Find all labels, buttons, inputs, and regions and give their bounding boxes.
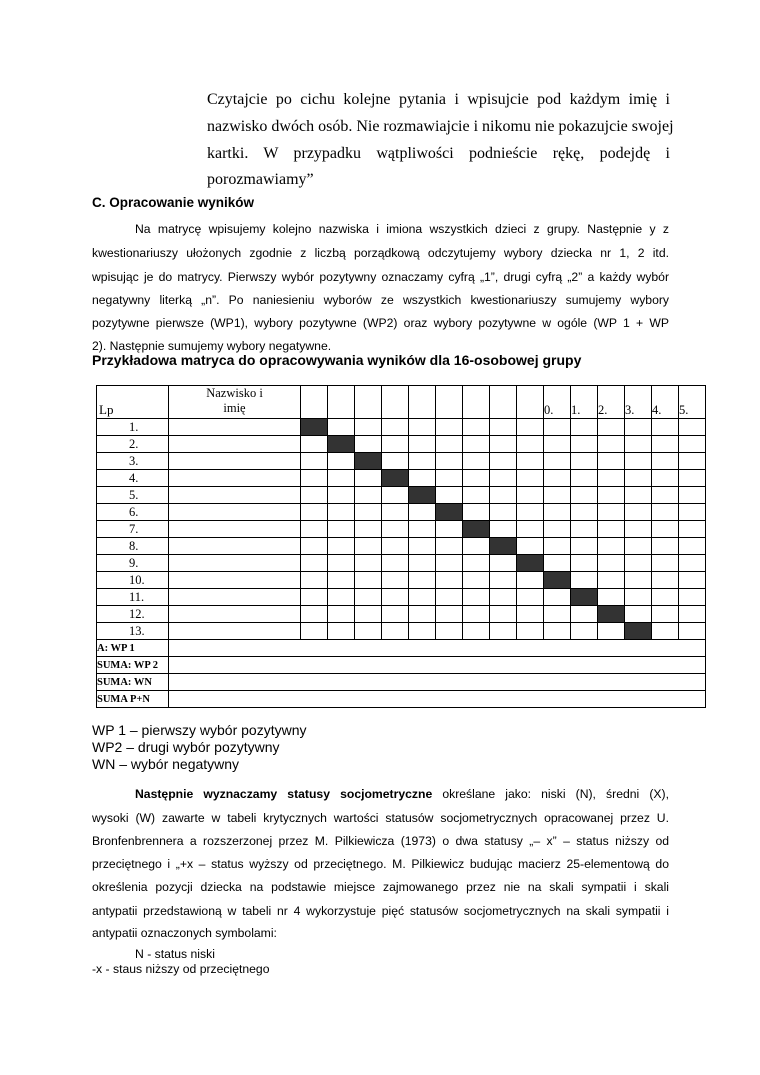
choice-cell[interactable] <box>463 538 490 555</box>
choice-cell[interactable] <box>355 470 382 487</box>
choice-cell[interactable] <box>625 436 652 453</box>
choice-cell[interactable] <box>436 419 463 436</box>
choice-cell[interactable] <box>490 487 517 504</box>
choice-cell[interactable] <box>652 555 679 572</box>
choice-cell[interactable] <box>328 419 355 436</box>
choice-cell[interactable] <box>652 538 679 555</box>
choice-cell[interactable] <box>571 487 598 504</box>
choice-cell[interactable] <box>544 453 571 470</box>
choice-cell[interactable] <box>463 436 490 453</box>
name-cell[interactable] <box>169 453 301 470</box>
choice-cell[interactable] <box>598 555 625 572</box>
choice-cell[interactable] <box>625 419 652 436</box>
matrix-row <box>97 436 706 453</box>
choice-cell[interactable] <box>571 555 598 572</box>
choice-cell[interactable] <box>382 538 409 555</box>
choice-cell[interactable] <box>517 504 544 521</box>
sum-row <box>97 691 706 708</box>
choice-cell[interactable] <box>328 538 355 555</box>
sum-row <box>97 674 706 691</box>
choice-cell[interactable] <box>301 487 328 504</box>
column-number: 1. <box>571 386 598 419</box>
choice-cell[interactable] <box>355 419 382 436</box>
column-number: 5. <box>679 386 706 419</box>
choice-cell[interactable] <box>598 623 625 640</box>
choice-cell[interactable] <box>625 504 652 521</box>
sum-value-cell[interactable] <box>169 674 706 691</box>
choice-cell[interactable] <box>382 487 409 504</box>
choice-cell[interactable] <box>328 555 355 572</box>
column-number <box>409 386 436 419</box>
choice-cell[interactable] <box>355 487 382 504</box>
choice-cell[interactable] <box>301 521 328 538</box>
choice-cell[interactable] <box>463 419 490 436</box>
self-choice-cell <box>301 419 328 436</box>
name-cell[interactable] <box>169 606 301 623</box>
choice-cell[interactable] <box>409 589 436 606</box>
sum-value-cell[interactable] <box>169 640 706 657</box>
sum-label: SUMA P+N <box>97 691 169 708</box>
self-choice-cell <box>490 538 517 555</box>
name-cell[interactable] <box>169 436 301 453</box>
choice-cell[interactable] <box>544 589 571 606</box>
matrix-row <box>97 572 706 589</box>
choice-cell[interactable] <box>328 521 355 538</box>
choice-cell[interactable] <box>544 487 571 504</box>
name-cell[interactable] <box>169 487 301 504</box>
symbol-item: N - status niski <box>135 947 215 961</box>
choice-cell[interactable] <box>517 606 544 623</box>
name-cell[interactable] <box>169 521 301 538</box>
choice-cell[interactable] <box>490 436 517 453</box>
choice-cell[interactable] <box>355 606 382 623</box>
choice-cell[interactable] <box>463 606 490 623</box>
header-lp: Lp <box>97 386 169 419</box>
choice-cell[interactable] <box>598 436 625 453</box>
self-choice-cell <box>463 521 490 538</box>
choice-cell[interactable] <box>571 623 598 640</box>
choice-cell[interactable] <box>571 538 598 555</box>
sum-value-cell[interactable] <box>169 691 706 708</box>
column-number: 2. <box>598 386 625 419</box>
sum-label: SUMA: WP 2 <box>97 657 169 674</box>
choice-cell[interactable] <box>409 521 436 538</box>
matrix-row <box>97 470 706 487</box>
choice-cell[interactable] <box>652 487 679 504</box>
choice-cell[interactable] <box>409 555 436 572</box>
choice-cell[interactable] <box>598 538 625 555</box>
choice-cell[interactable] <box>409 436 436 453</box>
choice-cell[interactable] <box>571 419 598 436</box>
matrix-row <box>97 555 706 572</box>
section-c-heading: C. Opracowanie wyników <box>92 195 255 210</box>
column-number <box>436 386 463 419</box>
choice-cell[interactable] <box>679 623 706 640</box>
choice-cell[interactable] <box>625 606 652 623</box>
choice-cell[interactable] <box>679 572 706 589</box>
choice-cell[interactable] <box>382 572 409 589</box>
matrix-row <box>97 419 706 436</box>
choice-cell[interactable] <box>463 470 490 487</box>
choice-cell[interactable] <box>652 572 679 589</box>
choice-cell[interactable] <box>328 623 355 640</box>
choice-cell[interactable] <box>490 521 517 538</box>
choice-cell[interactable] <box>598 453 625 470</box>
choice-cell[interactable] <box>598 504 625 521</box>
choice-cell[interactable] <box>679 504 706 521</box>
choice-cell[interactable] <box>652 419 679 436</box>
paragraph-line: kwestionariuszy ułożonych zgodnie z liczbą porządkową odczytujemy wybory dziecka nr 1, 2 itd. <box>92 246 669 260</box>
choice-cell[interactable] <box>409 453 436 470</box>
column-number <box>355 386 382 419</box>
choice-cell[interactable] <box>301 589 328 606</box>
choice-cell[interactable] <box>490 470 517 487</box>
self-choice-cell <box>544 572 571 589</box>
choice-cell[interactable] <box>355 589 382 606</box>
choice-cell[interactable] <box>490 419 517 436</box>
sum-row <box>97 640 706 657</box>
matrix-row <box>97 453 706 470</box>
choice-cell[interactable] <box>409 606 436 623</box>
choice-cell[interactable] <box>517 589 544 606</box>
choice-cell[interactable] <box>544 521 571 538</box>
self-choice-cell <box>571 589 598 606</box>
choice-cell[interactable] <box>409 572 436 589</box>
choice-cell[interactable] <box>355 436 382 453</box>
paragraph-line: Bronfenbrennera a rozszerzonej przez M. Pilkiewicza (1973) o dwa statusy „– x” – status niższy od <box>92 834 669 848</box>
choice-cell[interactable] <box>625 453 652 470</box>
choice-cell[interactable] <box>652 470 679 487</box>
choice-cell[interactable] <box>679 521 706 538</box>
matrix-row <box>97 521 706 538</box>
choice-cell[interactable] <box>544 538 571 555</box>
choice-cell[interactable] <box>382 555 409 572</box>
choice-cell[interactable] <box>490 623 517 640</box>
choice-cell[interactable] <box>652 453 679 470</box>
choice-cell[interactable] <box>625 470 652 487</box>
choice-cell[interactable] <box>652 521 679 538</box>
choice-cell[interactable] <box>382 504 409 521</box>
quote-line: porozmawiamy” <box>207 171 314 188</box>
choice-cell[interactable] <box>679 419 706 436</box>
self-choice-cell <box>382 470 409 487</box>
matrix-row <box>97 589 706 606</box>
choice-cell[interactable] <box>679 436 706 453</box>
choice-cell[interactable] <box>328 453 355 470</box>
choice-cell[interactable] <box>301 470 328 487</box>
row-number: 9. <box>97 555 169 572</box>
row-number: 6. <box>97 504 169 521</box>
column-number <box>463 386 490 419</box>
choice-cell[interactable] <box>571 606 598 623</box>
column-number: 0. <box>544 386 571 419</box>
matrix-row <box>97 504 706 521</box>
choice-cell[interactable] <box>436 521 463 538</box>
choice-cell[interactable] <box>490 453 517 470</box>
choice-cell[interactable] <box>517 470 544 487</box>
choice-cell[interactable] <box>490 504 517 521</box>
choice-cell[interactable] <box>652 589 679 606</box>
row-number: 7. <box>97 521 169 538</box>
matrix-row <box>97 606 706 623</box>
choice-cell[interactable] <box>301 623 328 640</box>
choice-cell[interactable] <box>652 436 679 453</box>
choice-cell[interactable] <box>571 436 598 453</box>
paragraph-line: przeciętnego i „+x – status wyższy od przeciętnego. M. Pilkiewicz budując macierz 25-elementową do <box>92 857 669 871</box>
choice-cell[interactable] <box>490 606 517 623</box>
quote-line: kartki. W przypadku wątpliwości podnieście rękę, podejdę i <box>207 145 670 162</box>
choice-cell[interactable] <box>571 521 598 538</box>
self-choice-cell <box>409 487 436 504</box>
choice-cell[interactable] <box>355 521 382 538</box>
column-number <box>328 386 355 419</box>
choice-cell[interactable] <box>328 572 355 589</box>
row-number: 5. <box>97 487 169 504</box>
choice-cell[interactable] <box>301 555 328 572</box>
status-lead: Następnie wyznaczamy statusy socjometryczne <box>135 787 433 801</box>
choice-cell[interactable] <box>571 572 598 589</box>
column-number: 4. <box>652 386 679 419</box>
choice-cell[interactable] <box>382 521 409 538</box>
choice-cell[interactable] <box>463 487 490 504</box>
choice-cell[interactable] <box>517 436 544 453</box>
sum-value-cell[interactable] <box>169 657 706 674</box>
choice-cell[interactable] <box>382 623 409 640</box>
choice-cell[interactable] <box>301 436 328 453</box>
symbol-item: -x - staus niższy od przeciętnego <box>92 962 270 976</box>
column-number <box>517 386 544 419</box>
choice-cell[interactable] <box>409 470 436 487</box>
choice-cell[interactable] <box>625 555 652 572</box>
choice-cell[interactable] <box>490 555 517 572</box>
choice-cell[interactable] <box>517 453 544 470</box>
row-number: 13. <box>97 623 169 640</box>
matrix-title: Przykładowa matryca do opracowywania wyników dla 16-osobowej grupy <box>92 352 582 368</box>
name-cell[interactable] <box>169 419 301 436</box>
matrix-row <box>97 487 706 504</box>
self-choice-cell <box>517 555 544 572</box>
choice-cell[interactable] <box>679 453 706 470</box>
choice-cell[interactable] <box>625 572 652 589</box>
choice-cell[interactable] <box>598 589 625 606</box>
choice-cell[interactable] <box>679 470 706 487</box>
row-number: 10. <box>97 572 169 589</box>
choice-cell[interactable] <box>436 538 463 555</box>
choice-cell[interactable] <box>598 572 625 589</box>
choice-cell[interactable] <box>436 623 463 640</box>
choice-cell[interactable] <box>436 453 463 470</box>
choice-cell[interactable] <box>409 623 436 640</box>
choice-cell[interactable] <box>544 419 571 436</box>
sum-row <box>97 657 706 674</box>
choice-cell[interactable] <box>571 453 598 470</box>
choice-cell[interactable] <box>544 504 571 521</box>
choice-cell[interactable] <box>679 538 706 555</box>
choice-cell[interactable] <box>355 538 382 555</box>
self-choice-cell <box>436 504 463 521</box>
choice-cell[interactable] <box>436 436 463 453</box>
choice-cell[interactable] <box>598 521 625 538</box>
choice-cell[interactable] <box>625 487 652 504</box>
choice-cell[interactable] <box>382 436 409 453</box>
choice-cell[interactable] <box>436 470 463 487</box>
choice-cell[interactable] <box>463 453 490 470</box>
legend-item: WN – wybór negatywny <box>92 756 240 772</box>
choice-cell[interactable] <box>571 470 598 487</box>
row-number: 8. <box>97 538 169 555</box>
choice-cell[interactable] <box>517 538 544 555</box>
paragraph-line: wysoki (W) zawarte w tabeli krytycznych wartości statusów socjometrycznych opracowanej przez U. <box>92 811 669 825</box>
choice-cell[interactable] <box>625 521 652 538</box>
choice-cell[interactable] <box>544 436 571 453</box>
sum-label: A: WP 1 <box>97 640 169 657</box>
choice-cell[interactable] <box>355 555 382 572</box>
choice-cell[interactable] <box>382 419 409 436</box>
self-choice-cell <box>598 606 625 623</box>
choice-cell[interactable] <box>544 555 571 572</box>
row-number: 1. <box>97 419 169 436</box>
self-choice-cell <box>328 436 355 453</box>
choice-cell[interactable] <box>571 504 598 521</box>
choice-cell[interactable] <box>382 453 409 470</box>
choice-cell[interactable] <box>598 470 625 487</box>
choice-cell[interactable] <box>544 623 571 640</box>
self-choice-cell <box>625 623 652 640</box>
choice-cell[interactable] <box>463 555 490 572</box>
choice-cell[interactable] <box>517 623 544 640</box>
choice-cell[interactable] <box>625 589 652 606</box>
choice-cell[interactable] <box>517 487 544 504</box>
row-number: 12. <box>97 606 169 623</box>
choice-cell[interactable] <box>301 606 328 623</box>
matrix-header-row <box>97 386 706 419</box>
paragraph-line: pozytywne pierwsze (WP1), wybory pozytywne (WP2) oraz wybory pozytywne w ogóle (WP 1 + WP <box>92 316 669 330</box>
choice-cell[interactable] <box>625 538 652 555</box>
row-number: 4. <box>97 470 169 487</box>
legend-item: WP2 – drugi wybór pozytywny <box>92 739 280 755</box>
choice-cell[interactable] <box>409 538 436 555</box>
choice-cell[interactable] <box>517 521 544 538</box>
paragraph-line: Na matrycę wpisujemy kolejno nazwiska i imiona wszystkich dzieci z grupy. Następnie y z <box>135 222 669 236</box>
matrix-row <box>97 623 706 640</box>
name-cell[interactable] <box>169 589 301 606</box>
choice-cell[interactable] <box>301 453 328 470</box>
name-cell[interactable] <box>169 623 301 640</box>
choice-cell[interactable] <box>301 538 328 555</box>
name-cell[interactable] <box>169 504 301 521</box>
choice-cell[interactable] <box>679 555 706 572</box>
row-number: 11. <box>97 589 169 606</box>
choice-cell[interactable] <box>490 589 517 606</box>
quote-line: nazwisko dwóch osób. Nie rozmawiajcie i nikomu nie pokazujcie swojej <box>207 118 674 135</box>
header-name: Nazwisko i imię <box>169 386 301 419</box>
choice-cell[interactable] <box>544 470 571 487</box>
choice-cell[interactable] <box>382 606 409 623</box>
choice-cell[interactable] <box>328 470 355 487</box>
name-cell[interactable] <box>169 538 301 555</box>
choice-cell[interactable] <box>652 623 679 640</box>
paragraph-line: 2). Następnie sumujemy wybory negatywne. <box>92 339 332 353</box>
name-cell[interactable] <box>169 555 301 572</box>
paragraph-line: antypatii oznaczonych symbolami: <box>92 926 277 940</box>
column-number <box>301 386 328 419</box>
choice-cell[interactable] <box>382 589 409 606</box>
paragraph-line: Następnie wyznaczamy statusy socjometryczne określane jako: niski (N), średni (X), <box>135 787 669 801</box>
choice-cell[interactable] <box>409 504 436 521</box>
name-cell[interactable] <box>169 572 301 589</box>
choice-cell[interactable] <box>436 487 463 504</box>
matrix-row <box>97 538 706 555</box>
choice-cell[interactable] <box>652 504 679 521</box>
paragraph-line: negatywny literką „n”. Po naniesieniu wyborów ze wszystkich kwestionariuszy sumujemy wybory <box>92 293 669 307</box>
choice-cell[interactable] <box>679 589 706 606</box>
choice-cell[interactable] <box>436 606 463 623</box>
choice-cell[interactable] <box>517 572 544 589</box>
paragraph-line: określenia pozycji dziecka na podstawie miejsce zajmowanego przez nie na skali sympatii i skali <box>92 880 669 894</box>
choice-cell[interactable] <box>355 623 382 640</box>
choice-cell[interactable] <box>679 487 706 504</box>
choice-cell[interactable] <box>463 504 490 521</box>
choice-cell[interactable] <box>355 504 382 521</box>
choice-cell[interactable] <box>436 589 463 606</box>
sum-label: SUMA: WN <box>97 674 169 691</box>
choice-cell[interactable] <box>544 606 571 623</box>
name-cell[interactable] <box>169 470 301 487</box>
column-number: 3. <box>625 386 652 419</box>
choice-cell[interactable] <box>355 572 382 589</box>
choice-cell[interactable] <box>409 419 436 436</box>
choice-cell[interactable] <box>301 572 328 589</box>
choice-cell[interactable] <box>301 504 328 521</box>
sociometric-matrix <box>96 385 706 708</box>
choice-cell[interactable] <box>328 504 355 521</box>
choice-cell[interactable] <box>463 623 490 640</box>
paragraph-line: antypatii przedstawioną w tabeli nr 4 wykorzystuje pięć statusów socjometrycznych na skali sympatii i <box>92 904 669 918</box>
column-number <box>382 386 409 419</box>
choice-cell[interactable] <box>328 606 355 623</box>
choice-cell[interactable] <box>328 589 355 606</box>
row-number: 2. <box>97 436 169 453</box>
row-number: 3. <box>97 453 169 470</box>
self-choice-cell <box>355 453 382 470</box>
choice-cell[interactable] <box>517 419 544 436</box>
choice-cell[interactable] <box>436 555 463 572</box>
choice-cell[interactable] <box>598 419 625 436</box>
paragraph-line: wpisując je do matrycy. Pierwszy wybór pozytywny oznaczamy cyfrą „1”, drugi cyfrą „2” a każdy wybór <box>92 270 669 284</box>
choice-cell[interactable] <box>328 487 355 504</box>
choice-cell[interactable] <box>463 572 490 589</box>
choice-cell[interactable] <box>490 572 517 589</box>
column-number <box>490 386 517 419</box>
choice-cell[interactable] <box>598 487 625 504</box>
choice-cell[interactable] <box>679 606 706 623</box>
legend-item: WP 1 – pierwszy wybór pozytywny <box>92 722 307 738</box>
quote-line: Czytajcie po cichu kolejne pytania i wpisujcie pod każdym imię i <box>207 91 670 108</box>
choice-cell[interactable] <box>463 589 490 606</box>
choice-cell[interactable] <box>436 572 463 589</box>
choice-cell[interactable] <box>652 606 679 623</box>
